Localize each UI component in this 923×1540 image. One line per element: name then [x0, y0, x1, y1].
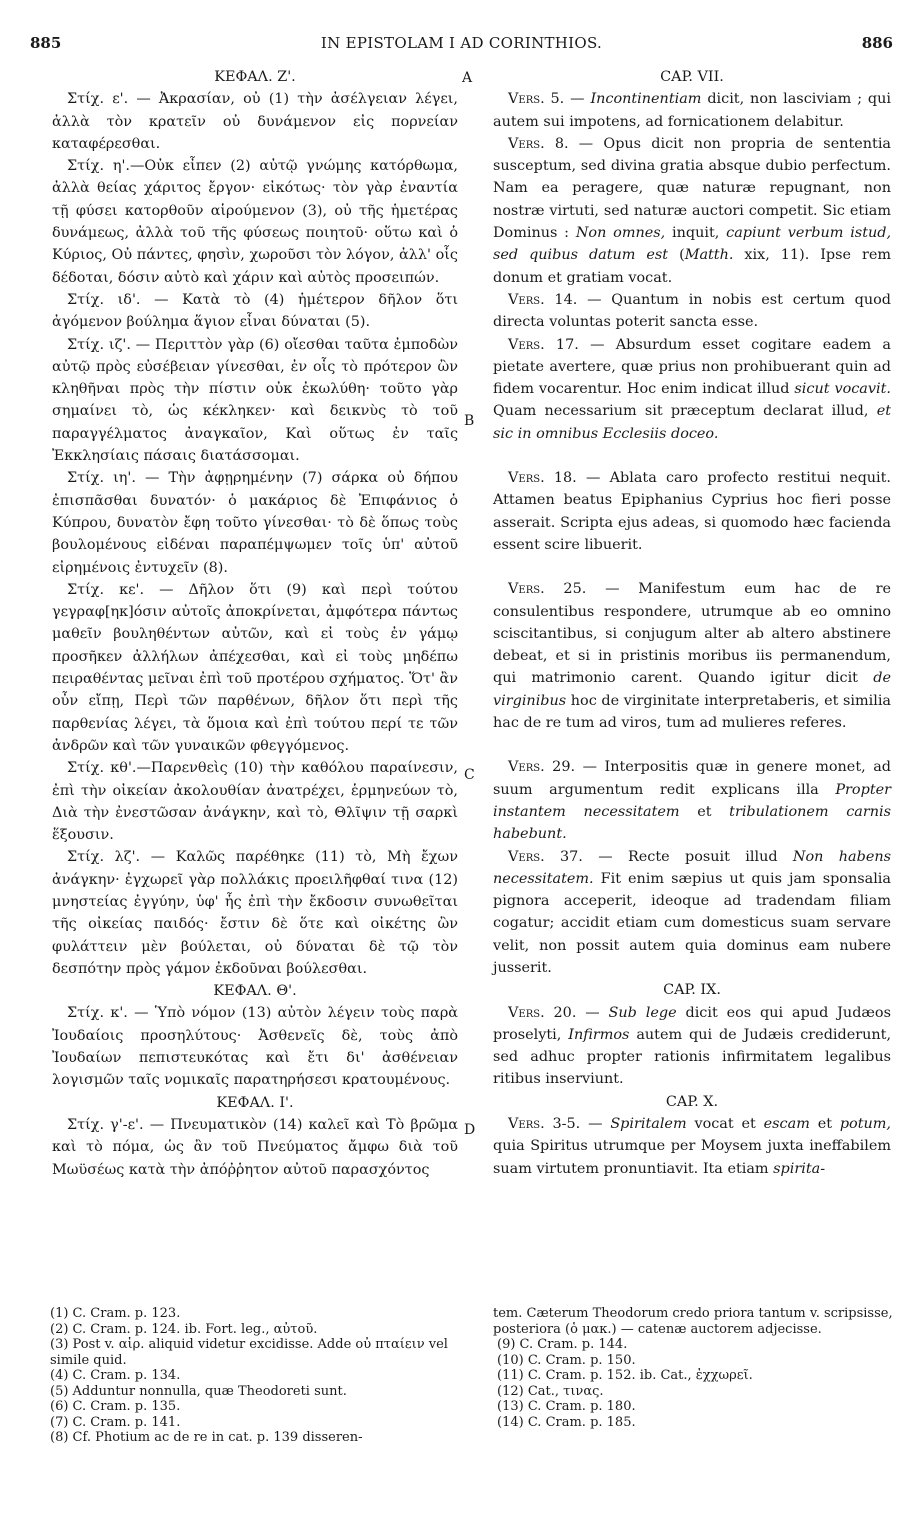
verse-label: Vers. 20. — [508, 1004, 600, 1021]
verse-label: Vers. 8. — [508, 135, 594, 152]
text: dicit, non lasciviam ; qui autem sui impotens, ad fornicationem delabitur. [493, 91, 892, 130]
greek-chapter-heading-ix: ΚΕΦΑΛ. Θ'. [213, 983, 297, 1000]
greek-paragraph: Στίχ. κ'. — Ὑπὸ νόμον (13) αὐτὸν λέγειν τοὺς παρὰ Ἰουδαίοις προσηλύτους· Ἀσθενεῖς δὲ, τοὺς ἀπὸ Ἰουδαίων πεπιστευκότας καὶ ἔτι δι' ἀσθένειαν λογισμῶν ταῖς νομικαῖς παρατηρήσεσι κρατουμένους. [52, 1005, 458, 1089]
text: Ablata caro profecto restitui nequit. Attamen beatus Epiphanius Cyprius hoc fieri posse asserait. Scripta ejus adeas, si quomodo hæc facienda essent scire libuerit. [493, 470, 892, 553]
italic-text: tribulationem carnis habebunt. [493, 803, 891, 843]
greek-paragraph: Στίχ. ιζ'. — Περιττὸν γὰρ (6) οἴεσθαι ταῦτα ἐμποδὼν αὐτῷ πρὸς εὐσέβειαν γίνεσθαι, ἐν οἷς τὸ πρότερον ὢν κληθῆναι πρὸς τὴν πίστιν οὐκ ἐκωλύθη· τοῦτο γὰρ σημαίνει τὸ, ὡς κέκληκεν· καὶ δεικνὺς τὸ τοῦ παραγγέλματος ἀναγκαῖον, Καὶ οὕτως ἐν ταῖς Ἐκκλησίαις πάσαις διατάσσομαι. [52, 336, 458, 465]
text: Manifestum eum hac de re consulentibus respondere, utrumque ab eo omnino sciscitantibus, si conjugum alter ab altero abstinere debeat, et si in pristinis moribus iis permanendum, qui matrimonio carent. Quando igitur dicit [493, 581, 892, 687]
greek-paragraph: Στίχ. λζ'. — Καλῶς παρέθηκε (11) τὸ, Μὴ ἔχων ἀνάγκην· ἐγχωρεῖ γὰρ πολλάκις προειλῆφθαί τινα (12) μνηστείας ἐγγύην, ὑφ' ἧς ἐπὶ τὴν ἔκδοσιν συνωθεῖται τῆς οἰκείας παιδός· ἔστιν δὲ ὅτε καὶ οἰκέτης ὢν φυλάττειν μὲν βούλεται, οὐ δύναται δὲ τῷ τὸν δεσπότην πρὸς γάμον ἐκδοῦναι βούλεσθαι. [52, 849, 458, 977]
greek-paragraph: Στίχ. κθ'.—Παρενθεὶς (10) τὴν καθόλου παραίνεσιν, ἐπὶ τὴν οἰκείαν ἀκολουθίαν ἀνατρέχει, ἑρμηνεύων τὸ, Διὰ τὴν ἐνεστῶσαν ἀνάγκην, καὶ τὸ, Θλῖψιν τῇ σαρκὶ ἕξουσιν. [52, 760, 458, 844]
verse-label: Vers. 17. — [508, 336, 605, 353]
footnote: (11) C. Cram. p. 152. ib. Cat., ἐχχωρεῖ. [497, 1368, 753, 1383]
latin-paragraph-v8 [493, 133, 891, 289]
margin-letter-d: D [464, 1122, 476, 1138]
footnote: (2) C. Cram. p. 124. ib. Fort. leg., αὐτοῦ. [50, 1321, 318, 1337]
text: Recte posuit illud [627, 848, 778, 865]
greek-paragraph: Στίχ. ε'. — Ἀκρασίαν, οὐ (1) τὴν ἀσέλγειαν λέγει, ἀλλὰ τὸν κρατεῖν οὐ δυνάμενον εἰς πορνείαν καταφέρεσθαι. [52, 91, 458, 152]
italic-text: Non omnes, [575, 225, 666, 242]
text: xix, 11). Ipse rem donum et gratiam vocat. [493, 247, 892, 286]
verse-label: Vers. 5. — [508, 91, 585, 108]
greek-paragraph: Στίχ. γ'-ε'. — Πνευματικὸν (14) καλεῖ καὶ Τὸ βρῶμα καὶ τὸ πόμα, ὡς ἂν τοῦ Πνεύματος ἄμφω διὰ τοῦ Μωϋσέως κατὰ τὴν ἀπόῤῥητον αὐτοῦ παρασχόντος [52, 1116, 458, 1178]
text: inquit, [672, 225, 720, 242]
italic-text: Propter instantem necessitatem [493, 781, 891, 820]
footnote: (8) Cf. Photium ac de re in cat. p. 139 disseren- [50, 1430, 363, 1445]
italic-text: Infirmos [568, 1026, 630, 1043]
page-number-right: 886 [861, 34, 893, 52]
italic-text: Matth. [684, 247, 734, 264]
footnotes-right [493, 1306, 893, 1430]
text: Quam necessarium sit præceptum declarat illud, [493, 403, 869, 420]
italic-text: Non habens necessitatem. [493, 848, 892, 887]
footnote: (13) C. Cram. p. 180. [497, 1399, 636, 1414]
footnote: (10) C. Cram. p. 150. [497, 1352, 636, 1368]
footnote: (3) Post v. αἱρ. aliquid videtur excidisse. Adde οὐ πταίειν vel simile quid. [50, 1337, 448, 1368]
latin-paragraph-v14 [493, 289, 891, 334]
latin-paragraph-v25 [493, 578, 891, 734]
italic-text: et sic in omnibus Ecclesiis doceo. [493, 403, 892, 442]
text: Quantum in nobis est certum quod directa voluntas poterit sancta esse. [493, 291, 892, 331]
latin-paragraph-v37 [493, 846, 891, 980]
verse-label: Vers. 25. — [508, 581, 620, 598]
latin-chapter-heading-x: CAP. X. [665, 1093, 719, 1110]
greek-chapter-heading-x: ΚΕΦΑΛ. Ι'. [216, 1094, 294, 1111]
verse-label: Vers. 18. — [508, 470, 601, 487]
greek-column [52, 66, 458, 1181]
footnote: (4) C. Cram. p. 134. [50, 1368, 181, 1383]
footnote: (12) Cat., τινας. [497, 1383, 604, 1399]
spacer [493, 445, 891, 467]
text: Interpositis quæ in genere monet, ad suum argumentum redit explicans illa [493, 759, 892, 798]
margin-letter-a: A [462, 70, 473, 86]
italic-text: Sub lege [608, 1004, 677, 1021]
latin-chapter-heading-ix: CAP. IX. [663, 982, 721, 999]
verse-label: Vers. 14. — [508, 291, 602, 308]
greek-paragraph: Στίχ. κε'. — Δῆλον ὅτι (9) καὶ περὶ τούτου γεγραφ[ηκ]όσιν αὐτοῖς ἀποκρίνεται, ἀμφότερα πάντως μαθεῖν βουληθέντων αὐτῶν, καὶ εἰ τοὺς ἐν γάμῳ προσῆκεν ἀλλήλων ἀπέχεσθαι, καὶ εἰ τοὺς μηδέπω πειραθέντας μεῖναι ἐπὶ τοῦ προτέρου σχήματος. Ὅτ' ἂν οὖν εἴπῃ, Περὶ τῶν παρθένων, δῆλον ὅτι περὶ τῆς παρθενίας λέγει, τὰ ὅμοια καὶ ἐπὶ τούτου περί τε τῶν ἀνδρῶν καὶ τῶν γυναικῶν φθεγγόμενος. [52, 581, 458, 754]
footnote: (6) C. Cram. p. 135. [50, 1399, 181, 1414]
footnote: (5) Adduntur nonnulla, quæ Theodoreti sunt. [50, 1383, 347, 1399]
footnote: (14) C. Cram. p. 185. [497, 1414, 636, 1430]
margin-letter-b: B [464, 413, 475, 429]
italic-text: de virginibus [493, 670, 891, 709]
verse-label: Vers. 37. — [508, 848, 613, 865]
text: vocat et [694, 1116, 756, 1133]
latin-paragraph-v20 [493, 1002, 891, 1091]
page-number-left: 885 [30, 34, 62, 52]
spacer [493, 734, 891, 756]
italic-text: Incontinentiam [590, 91, 702, 108]
text: quia Spiritus utrumque per Moysem juxta ineffabilem suam virtutem pronuntiavit. Ita etiam [493, 1138, 891, 1177]
latin-paragraph-v3 [493, 1113, 891, 1180]
greek-chapter-heading-vii: ΚΕΦΑΛ. Ζ'. [214, 69, 296, 85]
running-title: IN EPISTOLAM I AD CORINTHIOS. [320, 34, 603, 52]
footnote: tem. Cæterum Theodorum credo priora tantum v. scripsisse, posteriora (ὁ μακ.) — catenæ auctorem adjecisse. [493, 1306, 893, 1337]
text: et [697, 803, 712, 820]
greek-paragraph: Στίχ. ιη'. — Τὴν ἀφῃρημένην (7) σάρκα οὐ δήπου ἐπισπᾶσθαι δυνατόν· ὁ μακάριος δὲ Ἐπιφάνιος ὁ Κύπρου, δυνατὸν ἔφη τοῦτο γίνεσθαι· τὸ δὲ ὅπως τοὺς βουλομένους εἰδέναι παραπέμψωμεν τοῖς ὑπ' αὐτοῦ εἰρημένοις ἐντυχεῖν (8). [52, 470, 458, 576]
italic-text: escam [763, 1116, 810, 1133]
latin-column [493, 66, 891, 1180]
footnote: (9) C. Cram. p. 144. [497, 1337, 628, 1352]
italic-text: spirita- [773, 1160, 826, 1177]
text: dicit eos qui apud Judæos proselyti, [493, 1004, 891, 1043]
italic-text: capiunt verbum istud, sed quibus datum est [493, 225, 892, 264]
footnote: (7) C. Cram. p. 141. [50, 1414, 181, 1430]
latin-paragraph-v29 [493, 756, 891, 845]
latin-paragraph-v17 [493, 334, 891, 445]
text: et [817, 1116, 832, 1133]
greek-paragraph: Στίχ. ιδ'. — Κατὰ τὸ (4) ἡμέτερον δῆλον ὅτι ἀγόμενον βούλημα ἅγιον εἶναι δύναται (5). [52, 291, 458, 331]
latin-chapter-heading-vii: CAP. VII. [660, 69, 724, 85]
text: autem qui de Judæis crediderunt, sed adhuc propter rationis infirmitatem legalibus ritibus inserviunt. [493, 1026, 892, 1088]
margin-letter-c: C [464, 767, 475, 783]
text: ( [679, 247, 685, 264]
text: hoc de virginitate interpretaberis, et similia hac de re tum ad viros, tum ad mulieres referes. [493, 692, 891, 732]
spacer [493, 556, 891, 578]
latin-paragraph-v18 [493, 467, 891, 556]
text: Absurdum esset cogitare eadem a pietate avertere, quæ prius non prohibuerant quin ad fidem vocarentur. Hoc enim indicat illud [493, 336, 892, 398]
verse-label: Vers. 29. — [508, 759, 597, 776]
greek-paragraph: Στίχ. η'.—Οὐκ εἶπεν (2) αὐτῷ γνώμης κατόρθωμα, ἀλλὰ θείας χάριτος ἔργον· εἰκότως· τὸν γὰρ ἐναντία τῇ φύσει κατορθοῦν αἱρούμενον (3), οὐ τῆς ἡμετέρας δυνάμεως, ἀλλὰ τοῦ τῆς φύσεως ποιητοῦ· οὕτω καὶ ὁ Κύριος, Οὐ πάντες, φησὶν, χωροῦσι τὸν λόγον, ἀλλ' οἷς δέδοται, δόσιν αὐτὸ καὶ χάριν καὶ αὐτὸς προσειπών. [52, 158, 458, 286]
italic-text: Spiritalem [610, 1116, 687, 1133]
latin-paragraph-v5 [493, 88, 891, 133]
footnote: (1) C. Cram. p. 123. [50, 1306, 181, 1321]
verse-label: Vers. 3-5. — [508, 1116, 603, 1133]
italic-text: sicut vocavit. [794, 381, 891, 398]
italic-text: potum, [839, 1116, 891, 1133]
text: Opus dicit non propria de sententia susceptum, sed divina gratia absque dubio perfectum. Nam ea peragere, quæ naturæ repugnant, non nostræ virtuti, sed naturæ auctori competit. Sic etiam Dominus : [493, 135, 892, 242]
text: Fit enim sæpius ut quis jam sponsalia pignora acceperit, ideoque ad tradendam filiam cogatur; accidit etiam cum domesticus suam servare velit, non possit autem quia dominus eam nubere jusserit. [493, 870, 891, 976]
footnotes-left [50, 1306, 460, 1446]
running-header [30, 34, 893, 58]
